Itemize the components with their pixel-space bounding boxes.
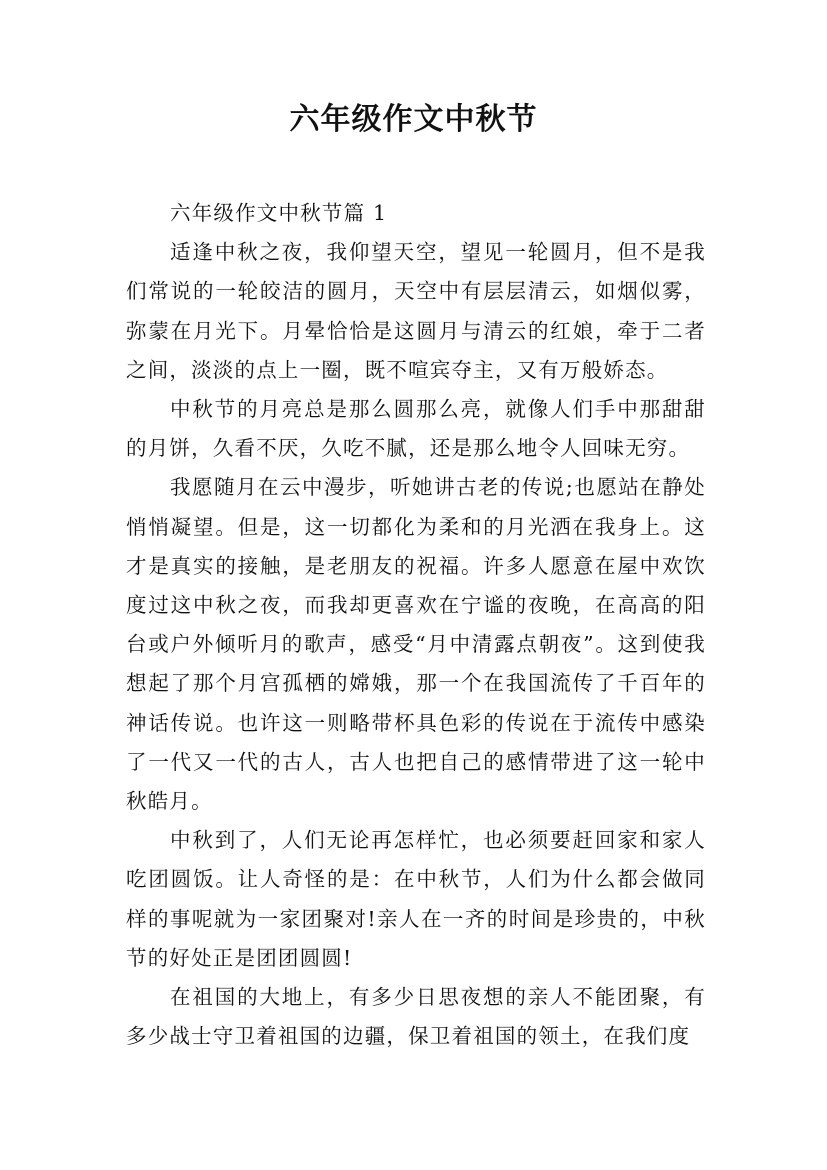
paragraph: 中秋节的月亮总是那么圆那么亮，就像人们手中那甜甜的月饼，久看不厌，久吃不腻，还是那么地令人回味无穷。 (126, 397, 706, 461)
paragraph: 我愿随月在云中漫步，听她讲古老的传说;也愿站在静处悄悄凝望。但是，这一切都化为柔和的月光洒在我身上。这才是真实的接触，是老朋友的祝福。许多人愿意在屋中欢饮度过这中秋之夜，而我却更喜欢在宁谧的夜晚，在高高的阳台或户外倾听月的歌声，感受“月中清露点朝夜”。这到使我想起了那个月宫孤栖的嫦娥，那一个在我国流传了千百年的神话传说。也许这一则略带杯具色彩的传说在于流传中感染了一代又一代的古人，古人也把自己的感情带进了这一轮中秋皓月。 (126, 475, 706, 814)
paragraph: 中秋到了，人们无论再怎样忙，也必须要赶回家和家人吃团圆饭。让人奇怪的是：在中秋节，人们为什么都会做同样的事呢就为一家团聚对!亲人在一齐的时间是珍贵的，中秋节的好处正是团团圆圆! (126, 828, 706, 970)
document-body (126, 194, 706, 1056)
section-heading: 六年级作文中秋节篇 1 (170, 201, 388, 225)
document-title: 六年级作文中秋节 (289, 102, 538, 137)
paragraph: 在祖国的大地上，有多少日思夜想的亲人不能团聚，有多少战士守卫着祖国的边疆，保卫着祖国的领土，在我们度 (126, 985, 706, 1049)
paragraph: 适逢中秋之夜，我仰望天空，望见一轮圆月，但不是我们常说的一轮皎洁的圆月，天空中有层层清云，如烟似雾，弥蒙在月光下。月晕恰恰是这圆月与清云的红娘，牵于二者之间，淡淡的点上一圈，既不喧宾夺主，又有万般娇态。 (126, 240, 706, 382)
